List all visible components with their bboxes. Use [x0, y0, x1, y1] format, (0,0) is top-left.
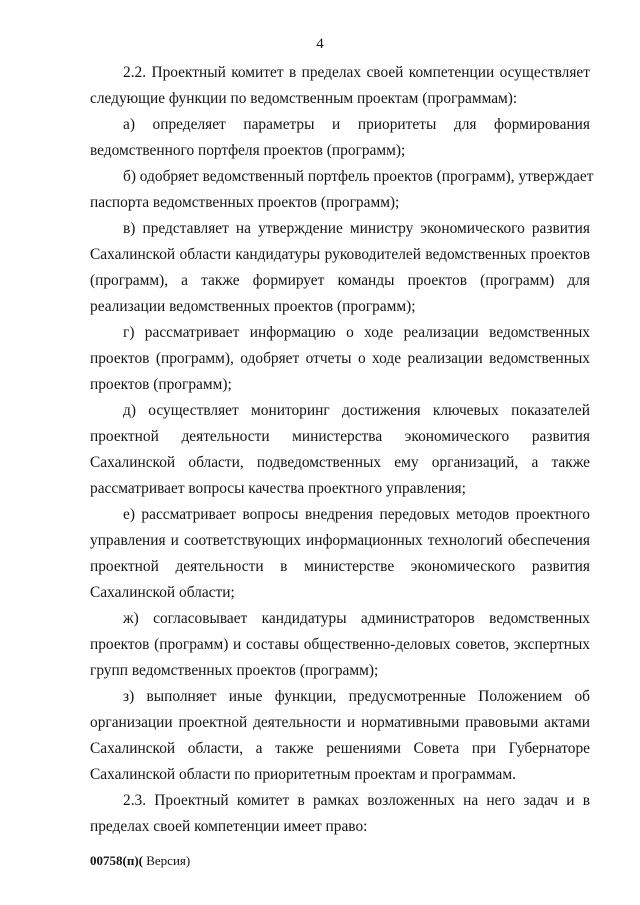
text-line: Сахалинской области;: [90, 584, 235, 601]
document-body: [90, 60, 594, 840]
text-line: е) рассматривает вопросы внедрения передовых методов проектного: [123, 506, 590, 523]
text-line: б) одобряет ведомственный портфель проектов (программ), утверждает: [123, 168, 594, 185]
text-line: Сахалинской области, а также решениями Совета при Губернаторе: [90, 740, 590, 757]
text-line: групп ведомственных проектов (программ);: [90, 662, 379, 679]
text-line: проектной деятельности в министерстве экономического развития: [90, 558, 590, 575]
text-line: проектной деятельности министерства экономического развития: [90, 428, 590, 445]
page-number: 4: [316, 36, 324, 52]
text-line: ведомственного портфеля проектов (программ);: [90, 142, 406, 159]
text-line: з) выполняет иные функции, предусмотренные Положением об: [123, 688, 590, 705]
text-line: д) осуществляет мониторинг достижения ключевых показателей: [123, 402, 590, 419]
text-line: 2.2. Проектный комитет в пределах своей компетенции осуществляет: [123, 64, 590, 81]
text-line: г) рассматривает информацию о ходе реализации ведомственных: [123, 324, 590, 341]
text-line: (программ), а также формирует команды проектов (программ) для: [90, 272, 590, 289]
text-line: реализации ведомственных проектов (программ);: [90, 298, 416, 315]
text-line: организации проектной деятельности и нормативными правовыми актами: [90, 714, 590, 731]
text-line: проектов (программ);: [90, 376, 232, 393]
text-line: 2.3. Проектный комитет в рамках возложенных на него задач и в: [123, 792, 590, 809]
text-line: ж) согласовывает кандидатуры администраторов ведомственных: [123, 610, 590, 627]
text-line: Сахалинской области по приоритетным проектам и программам.: [90, 766, 516, 783]
text-line: а) определяет параметры и приоритеты для формирования: [123, 116, 590, 133]
text-line: паспорта ведомственных проектов (программ);: [90, 194, 400, 211]
document-footer: [90, 853, 190, 869]
text-line: следующие функции по ведомственным проектам (программам):: [90, 90, 518, 107]
document-code: 00758(п)(: [90, 853, 143, 868]
text-line: Сахалинской области, подведомственных ему организаций, а также: [90, 454, 590, 471]
text-line: рассматривает вопросы качества проектного управления;: [90, 480, 466, 497]
text-line: проектов (программ), одобряет отчеты о ходе реализации ведомственных: [90, 350, 590, 367]
text-line: в) представляет на утверждение министру экономического развития: [123, 220, 590, 237]
text-line: управления и соответствующих информационных технологий обеспечения: [90, 532, 590, 549]
text-line: пределах своей компетенции имеет право:: [90, 818, 368, 835]
document-version: Версия): [142, 853, 191, 868]
text-line: Сахалинской области кандидатуры руководителей ведомственных проектов: [90, 246, 590, 263]
text-line: проектов (программ) и составы общественно-деловых советов, экспертных: [90, 636, 590, 653]
